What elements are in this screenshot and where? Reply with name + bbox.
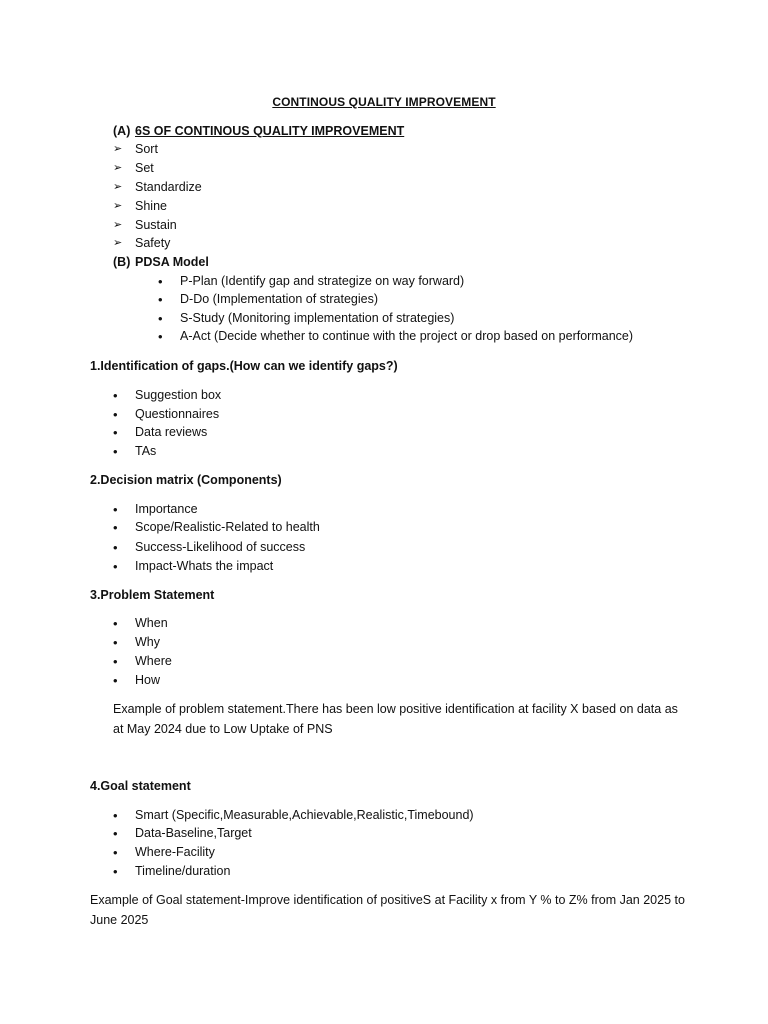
list-item: Sustain: [135, 218, 177, 232]
list-item: Scope/Realistic-Related to health: [135, 520, 320, 534]
list-item: Smart (Specific,Measurable,Achievable,Realistic,Timebound): [135, 808, 474, 822]
list-item: Importance: [135, 502, 198, 516]
arrow-bullet-icon: ➢: [113, 237, 123, 249]
section-b-heading: PDSA Model: [135, 255, 209, 269]
bullet-icon: •: [113, 826, 118, 841]
bullet-icon: •: [113, 502, 118, 517]
section-4-heading: 4.Goal statement: [90, 779, 191, 793]
bullet-icon: •: [158, 329, 163, 344]
bullet-icon: •: [113, 559, 118, 574]
bullet-icon: •: [158, 311, 163, 326]
list-item: P-Plan (Identify gap and strategize on way forward): [180, 274, 465, 288]
bullet-icon: •: [113, 388, 118, 403]
list-item: How: [135, 673, 161, 687]
bullet-icon: •: [113, 864, 118, 879]
arrow-bullet-icon: ➢: [113, 219, 123, 231]
section-2-heading: 2.Decision matrix (Components): [90, 473, 282, 487]
list-item: Safety: [135, 236, 171, 250]
list-item: Standardize: [135, 180, 202, 194]
section-1-heading: 1.Identification of gaps.(How can we identify gaps?): [90, 359, 398, 373]
section-b-label: (B): [113, 255, 131, 269]
list-item: Suggestion box: [135, 388, 222, 402]
list-item: D-Do (Implementation of strategies): [180, 292, 378, 306]
arrow-bullet-icon: ➢: [113, 200, 123, 212]
list-item: Data reviews: [135, 425, 208, 439]
list-item: Where-Facility: [135, 845, 215, 859]
problem-statement-example: Example of problem statement.There has been low positive identification at facility X based on data as at May 2024 due to Low Uptake of PNS: [113, 702, 678, 736]
section-a-label: (A): [113, 124, 131, 138]
arrow-bullet-icon: ➢: [113, 181, 123, 193]
bullet-icon: •: [113, 808, 118, 823]
arrow-bullet-icon: ➢: [113, 162, 123, 174]
list-item: Timeline/duration: [135, 864, 231, 878]
bullet-icon: •: [113, 444, 118, 459]
section-3-heading: 3.Problem Statement: [90, 588, 215, 602]
bullet-icon: •: [113, 540, 118, 555]
list-item: Where: [135, 654, 172, 668]
document-title: CONTINOUS QUALITY IMPROVEMENT: [272, 95, 496, 109]
bullet-icon: •: [113, 425, 118, 440]
list-item: Set: [135, 161, 154, 175]
bullet-icon: •: [113, 845, 118, 860]
section-a-heading: 6S OF CONTINOUS QUALITY IMPROVEMENT: [135, 124, 405, 138]
list-item: When: [135, 616, 168, 630]
bullet-icon: •: [113, 616, 118, 631]
arrow-bullet-icon: ➢: [113, 143, 123, 155]
list-item: A-Act (Decide whether to continue with the project or drop based on performance): [180, 329, 634, 343]
list-item: TAs: [135, 444, 157, 458]
bullet-icon: •: [113, 407, 118, 422]
list-item: Shine: [135, 199, 167, 213]
list-item: Data-Baseline,Target: [135, 826, 252, 840]
bullet-icon: •: [113, 654, 118, 669]
list-item: Why: [135, 635, 160, 649]
list-item: Success-Likelihood of success: [135, 540, 306, 554]
list-item: S-Study (Monitoring implementation of strategies): [180, 311, 455, 325]
bullet-icon: •: [158, 292, 163, 307]
goal-statement-example: Example of Goal statement-Improve identification of positiveS at Facility x from Y % to Z% from Jan 2025 to June 2025: [90, 893, 685, 927]
bullet-icon: •: [113, 520, 118, 535]
bullet-icon: •: [113, 635, 118, 650]
bullet-icon: •: [158, 274, 163, 289]
list-item: Questionnaires: [135, 407, 220, 421]
list-item: Impact-Whats the impact: [135, 559, 274, 573]
bullet-icon: •: [113, 673, 118, 688]
list-item: Sort: [135, 142, 158, 156]
